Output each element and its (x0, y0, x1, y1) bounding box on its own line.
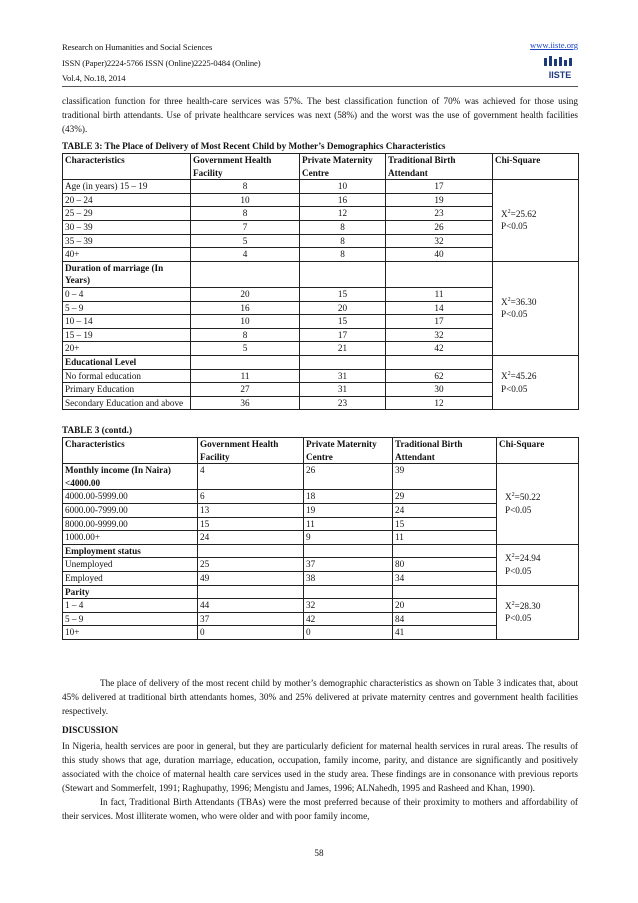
chi-symbol: X (501, 296, 508, 307)
row-label: 0 – 4 (63, 287, 191, 301)
table3-caption: TABLE 3: The Place of Delivery of Most Recent Child by Mother’s Demographics Characteristics (62, 141, 446, 151)
cell-value: 30 (386, 383, 493, 397)
row-label: 20+ (63, 342, 191, 356)
chi-square-education (493, 355, 579, 409)
cell-value: 0 (304, 626, 393, 640)
chi-square-employment (497, 544, 579, 585)
cell-value: 42 (386, 342, 493, 356)
cell-value: 23 (300, 396, 386, 410)
p-value: P<0.05 (505, 504, 532, 515)
chi-exponent: 2 (507, 208, 511, 215)
chi-value: =50.22 (514, 492, 541, 503)
cell-value: 27 (191, 383, 300, 397)
row-label: 1000.00+ (63, 531, 198, 545)
discussion-heading: DISCUSSION (62, 725, 119, 735)
table3-contd (62, 437, 579, 640)
cell-value: 18 (304, 490, 393, 504)
row-label: 4000.00-5999.00 (63, 490, 198, 504)
cell-value: 24 (393, 503, 497, 517)
cell-value: 44 (198, 599, 304, 613)
journal-website-link[interactable]: www.iiste.org (530, 40, 578, 50)
row-label: 8000.00-9999.00 (63, 517, 198, 531)
p-value: P<0.05 (501, 221, 528, 232)
header-traditional: Traditional Birth Attendant (386, 154, 493, 180)
journal-name: Research on Humanities and Social Sciences (62, 42, 213, 52)
row-label: 10 – 14 (63, 315, 191, 329)
cell-value: 20 (300, 301, 386, 315)
cell-value: 16 (191, 301, 300, 315)
chi-exponent: 2 (507, 370, 511, 377)
intro-paragraph: classification function for three health-care services was 57%. The best classification function of 70% was achieved for those using traditional birth attendants. Use of private healthcare services was next (58%) and the worst was the use of government health facilities (43%). (62, 96, 578, 134)
row-label: 40+ (63, 248, 191, 262)
cell-value: 6 (198, 490, 304, 504)
cell-value: 11 (191, 369, 300, 383)
cell-value: 10 (191, 193, 300, 207)
section-label: Employment status (63, 544, 198, 558)
row-label: 15 – 19 (63, 328, 191, 342)
cell-value: 21 (300, 342, 386, 356)
cell-value: 0 (198, 626, 304, 640)
chi-symbol: X (505, 492, 512, 503)
row-label: 5 – 9 (63, 612, 198, 626)
header-characteristics: Characteristics (63, 438, 198, 464)
cell-value: 12 (300, 207, 386, 221)
cell-value: 9 (304, 531, 393, 545)
header-rule (62, 86, 578, 87)
volume-line: Vol.4, No.18, 2014 (62, 73, 126, 83)
cell-value: 10 (300, 180, 386, 194)
chi-symbol: X (501, 208, 508, 219)
chi-exponent: 2 (511, 492, 515, 499)
cell-value: 11 (393, 531, 497, 545)
chi-value: =36.30 (510, 296, 537, 307)
row-label: Age (in years) 15 – 19 (63, 180, 191, 194)
header-government: Government Health Facility (191, 154, 300, 180)
issn-line: ISSN (Paper)2224-5766 ISSN (Online)2225-0484 (Online) (62, 57, 261, 68)
cell-value: 20 (393, 599, 497, 613)
section-row-duration (63, 261, 579, 287)
cell-value: 26 (304, 464, 393, 490)
cell-value: 24 (198, 531, 304, 545)
row-label: Secondary Education and above (63, 396, 191, 410)
chi-exponent: 2 (511, 600, 515, 607)
chi-square-duration (493, 261, 579, 355)
header-characteristics: Characteristics (63, 154, 191, 180)
chi-value: =24.94 (514, 553, 541, 564)
section-label: Educational Level (63, 355, 191, 369)
chi-symbol: X (505, 553, 512, 564)
cell-value: 8 (191, 328, 300, 342)
row-label: 30 – 39 (63, 220, 191, 234)
cell-value: 32 (386, 234, 493, 248)
discussion-paragraph-2: In fact, Traditional Birth Attendants (TBAs) were the most preferred because of their proximity to mothers and affordability of their services. Most illiterate women, who were older and with poor family income, (62, 797, 578, 821)
cell-value: 8 (300, 220, 386, 234)
cell-value: 34 (393, 571, 497, 585)
chi-exponent: 2 (507, 296, 511, 303)
section-row-education (63, 355, 579, 369)
cell-value: 10 (191, 315, 300, 329)
cell-value: 15 (393, 517, 497, 531)
cell-value: 32 (304, 599, 393, 613)
row-label: 25 – 29 (63, 207, 191, 221)
cell-value: 7 (191, 220, 300, 234)
journal-header (62, 40, 261, 87)
cell-value: 37 (304, 558, 393, 572)
cell-value: 29 (393, 490, 497, 504)
header-traditional: Traditional Birth Attendant (393, 438, 497, 464)
cell-value: 16 (300, 193, 386, 207)
row-label: Unemployed (63, 558, 198, 572)
header-private: Private Maternity Centre (300, 154, 386, 180)
cell-value: 40 (386, 248, 493, 262)
cell-value: 37 (198, 612, 304, 626)
chi-symbol: X (505, 600, 512, 611)
table-row (63, 464, 579, 490)
section-row-parity (63, 585, 579, 599)
cell-value: 12 (386, 396, 493, 410)
header-government: Government Health Facility (198, 438, 304, 464)
cell-value: 17 (300, 328, 386, 342)
cell-value: 4 (198, 464, 304, 490)
table3-contd-caption: TABLE 3 (contd.) (62, 425, 133, 435)
cell-value: 19 (386, 193, 493, 207)
row-label: Employed (63, 571, 198, 585)
header-chi-square: Chi-Square (497, 438, 579, 464)
section-label: Parity (63, 585, 198, 599)
row-label: 10+ (63, 626, 198, 640)
cell-value: 38 (304, 571, 393, 585)
table-row (63, 180, 579, 194)
chi-value: =45.26 (510, 371, 537, 381)
cell-value: 8 (300, 234, 386, 248)
cell-value: 39 (393, 464, 497, 490)
cell-value: 25 (198, 558, 304, 572)
cell-value: 20 (191, 287, 300, 301)
p-value: P<0.05 (501, 383, 528, 394)
cell-value: 8 (191, 207, 300, 221)
header-private: Private Maternity Centre (304, 438, 393, 464)
chi-square-parity (497, 585, 579, 639)
cell-value: 41 (393, 626, 497, 640)
cell-value: 26 (386, 220, 493, 234)
cell-value: 5 (191, 234, 300, 248)
cell-value: 31 (300, 383, 386, 397)
row-label: 20 – 24 (63, 193, 191, 207)
chi-value: =28.30 (514, 600, 541, 611)
cell-value: 15 (300, 287, 386, 301)
cell-value: 62 (386, 369, 493, 383)
table3 (62, 153, 579, 410)
chi-square-income (497, 464, 579, 545)
svg-text:IISTE: IISTE (548, 70, 572, 80)
cell-value: 36 (191, 396, 300, 410)
chi-symbol: X (501, 371, 508, 381)
table-header-row (63, 438, 579, 464)
table-header-row (63, 154, 579, 180)
p-value: P<0.05 (505, 565, 532, 576)
row-label: No formal education (63, 369, 191, 383)
chi-value: =25.62 (510, 208, 537, 219)
cell-value: 23 (386, 207, 493, 221)
cell-value: 15 (300, 315, 386, 329)
discussion-paragraph-1: In Nigeria, health services are poor in general, but they are particularly deficient for maternal health services in rural areas. The results of this study shows that age, duration marriage, education, occupation, family income, parity, and distance are significantly and positively associated with the choice of maternal health care services used in the study area. These findings are in consonance with previous reports (Stewart and Sommerfelt, 1991; Raghupathy, 1996; Mengistu and James, 1996; ALNahedh, 1995 and Rasheed and Khan, 1990). (62, 741, 578, 793)
cell-value: 5 (191, 342, 300, 356)
cell-value: 80 (393, 558, 497, 572)
cell-value: 17 (386, 315, 493, 329)
cell-value: 19 (304, 503, 393, 517)
cell-value: 8 (300, 248, 386, 262)
row-label: Monthly income (In Naira) <4000.00 (63, 464, 198, 490)
cell-value: 32 (386, 328, 493, 342)
p-value: P<0.05 (505, 613, 532, 624)
cell-value: 4 (191, 248, 300, 262)
cell-value: 42 (304, 612, 393, 626)
row-label: Primary Education (63, 383, 191, 397)
cell-value: 13 (198, 503, 304, 517)
header-chi-square: Chi-Square (493, 154, 579, 180)
cell-value: 11 (304, 517, 393, 531)
cell-value: 17 (386, 180, 493, 194)
section-label: Duration of marriage (In Years) (63, 261, 191, 287)
cell-value: 49 (198, 571, 304, 585)
cell-value: 8 (191, 180, 300, 194)
chi-exponent: 2 (511, 552, 515, 559)
row-label: 1 – 4 (63, 599, 198, 613)
chi-square-age (493, 180, 579, 262)
p-value: P<0.05 (501, 309, 528, 320)
iiste-logo (542, 56, 578, 82)
results-paragraph: The place of delivery of the most recent child by mother’s demographic characteristics as shown on Table 3 indicates that, about 45% delivered at traditional birth attendants homes, 30% and 25% delivered at private maternity centres and government health facilities respectively. (62, 678, 578, 716)
row-label: 35 – 39 (63, 234, 191, 248)
row-label: 6000.00-7999.00 (63, 503, 198, 517)
page-number: 58 (314, 848, 324, 858)
cell-value: 84 (393, 612, 497, 626)
cell-value: 14 (386, 301, 493, 315)
discussion-body (62, 739, 578, 823)
section-row-employment (63, 544, 579, 558)
cell-value: 15 (198, 517, 304, 531)
row-label: 5 – 9 (63, 301, 191, 315)
cell-value: 11 (386, 287, 493, 301)
cell-value: 31 (300, 369, 386, 383)
